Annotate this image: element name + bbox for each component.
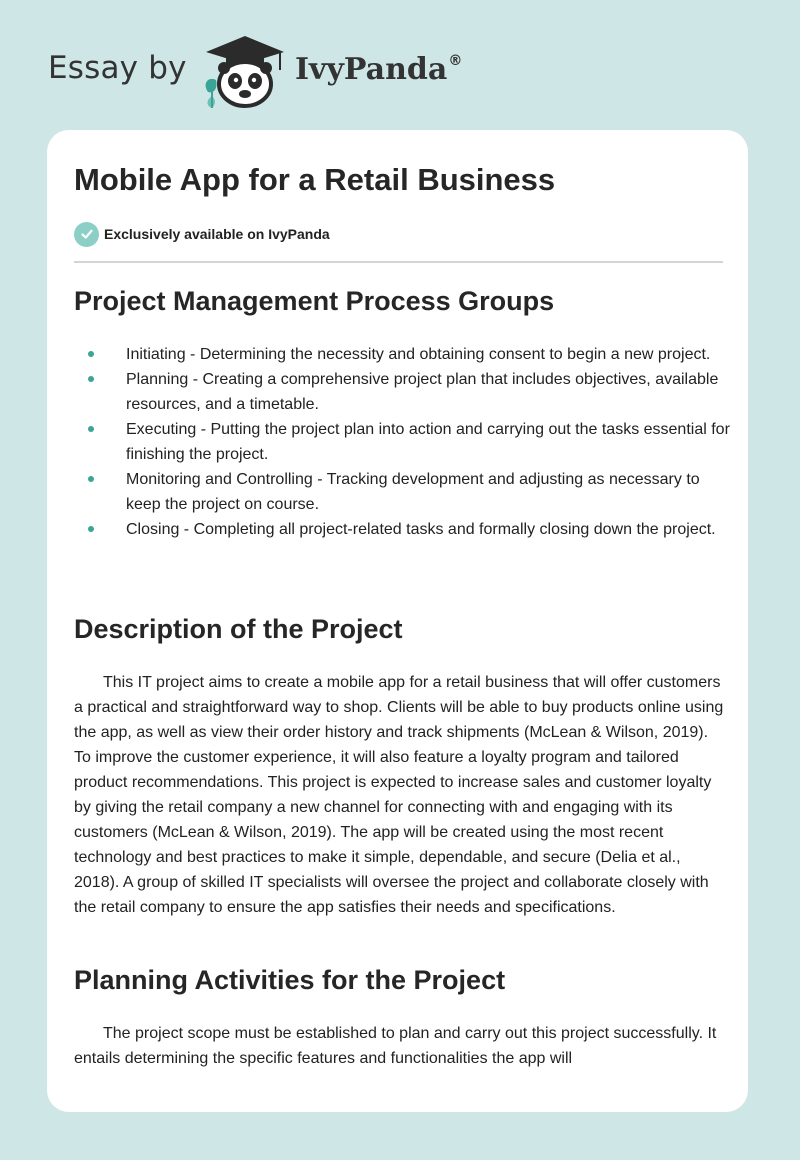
list-item xyxy=(74,367,734,417)
exclusive-label: Exclusively available on IvyPanda xyxy=(104,226,330,242)
bullet-icon xyxy=(88,476,94,482)
bullet-icon xyxy=(88,351,94,357)
list-item xyxy=(74,517,734,542)
list-item xyxy=(74,342,734,367)
list-item xyxy=(74,417,734,467)
list-item-text: Initiating - Determining the necessity and obtaining consent to begin a new project. xyxy=(126,346,711,363)
list-item xyxy=(74,467,734,517)
bullet-icon xyxy=(88,376,94,382)
essay-by-label: Essay by xyxy=(48,50,187,86)
panda-graduate-logo-icon[interactable] xyxy=(200,34,290,110)
article-card xyxy=(47,130,748,1112)
brand-text: IvyPanda xyxy=(295,52,448,87)
bullet-icon xyxy=(88,426,94,432)
brand-name[interactable] xyxy=(295,52,462,87)
page-title: Mobile App for a Retail Business xyxy=(74,162,556,197)
planning-paragraph: The project scope must be established to plan and carry out this project successfully. It entails determining the specific features and functionalities the app will xyxy=(74,1025,717,1067)
exclusive-badge xyxy=(74,221,330,247)
section-heading-process-groups: Project Management Process Groups xyxy=(74,286,555,316)
section-heading-description: Description of the Project xyxy=(74,614,403,644)
checkmark-circle-icon xyxy=(74,222,99,247)
site-header xyxy=(0,0,800,125)
list-item-text: Monitoring and Controlling - Tracking development and adjusting as necessary to keep the project on course. xyxy=(126,471,700,513)
registered-mark: ® xyxy=(448,53,463,69)
bullet-icon xyxy=(88,526,94,532)
title-divider xyxy=(74,261,723,263)
list-item-text: Planning - Creating a comprehensive project plan that includes objectives, available resources, and a timetable. xyxy=(126,371,719,413)
list-item-text: Executing - Putting the project plan into action and carrying out the tasks essential for finishing the project. xyxy=(126,421,730,463)
process-groups-list xyxy=(74,342,734,542)
list-item-text: Closing - Completing all project-related tasks and formally closing down the project. xyxy=(126,521,716,538)
section-heading-planning: Planning Activities for the Project xyxy=(74,965,506,995)
description-paragraph: This IT project aims to create a mobile app for a retail business that will offer customers a practical and straightforward way to shop. Clients will be able to buy products online using the app, as well as view their order history and track shipments (McLean & Wilson, 2019). To improve the customer experience, it will also feature a loyalty program and tailored product recommendations. This project is expected to increase sales and customer loyalty by giving the retail company a new channel for connecting with and engaging with its customers (McLean & Wilson, 2019). The app will be created using the most recent technology and best practices to make it simple, dependable, and secure (Delia et al., 2018). A group of skilled IT specialists will oversee the project and collaborate closely with the retail company to ensure the app satisfies their needs and specifications. xyxy=(74,674,724,916)
